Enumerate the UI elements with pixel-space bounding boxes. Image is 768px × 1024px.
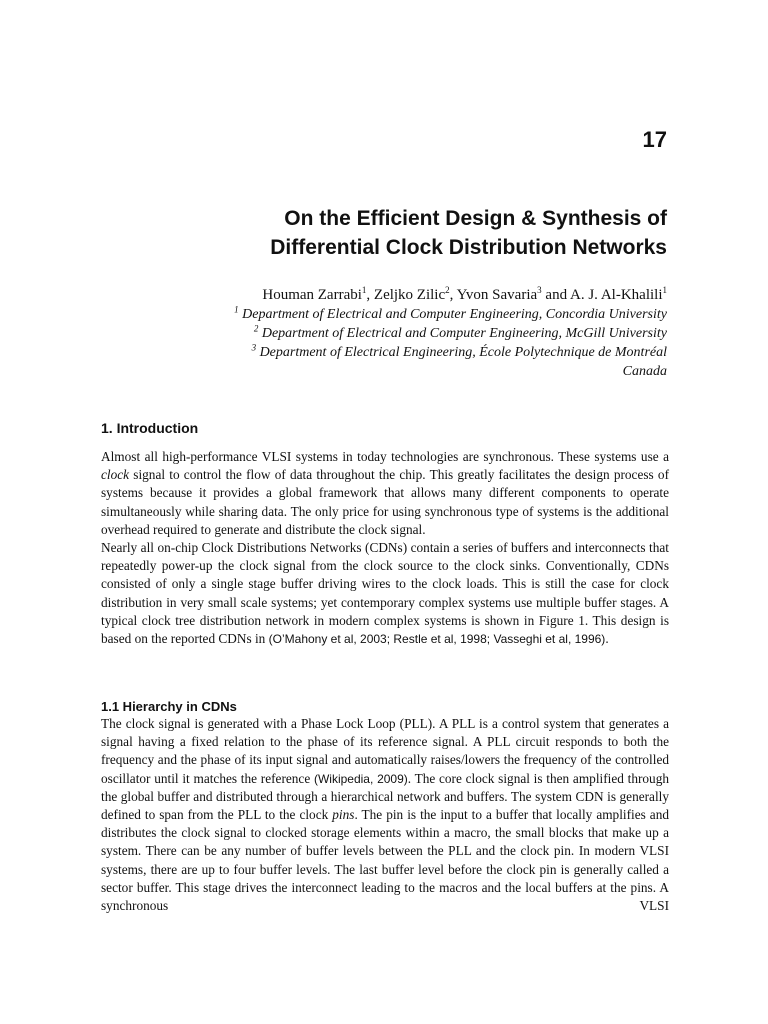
text-run: . bbox=[605, 631, 609, 647]
text-run: . The core clock signal is then amplified through the global buffer and distributed through a hierarchical network and buffers. The system CDN is generally defined to span from the PLL to the clock bbox=[101, 770, 669, 823]
author-separator: , bbox=[366, 287, 374, 303]
subsection-heading-hierarchy: 1.1 Hierarchy in CDNs bbox=[101, 699, 237, 714]
affiliation-marker: 2 bbox=[445, 285, 450, 295]
author-name: Houman Zarrabi bbox=[262, 287, 362, 303]
citation: (O’Mahony et al, 2003; Restle et al, 1998; Vasseghi et al, 1996) bbox=[268, 632, 606, 647]
author-separator: and bbox=[541, 287, 570, 303]
author-name: Zeljko Zilic bbox=[373, 287, 446, 303]
chapter-title-line-2: Differential Clock Distribution Networks bbox=[270, 236, 667, 259]
affiliation-marker: 3 bbox=[251, 342, 257, 353]
introduction-section bbox=[101, 419, 669, 648]
text-run: Nearly all on-chip Clock Distributions Networks (CDNs) contain a series of buffers and interconnects that repeatedly power-up the clock signal from the clock source to the clock sinks. Conventionally, CDNs consisted of only a single stage buffer driving wires to the clock loads. This is still the case for clock distribution in very small scale systems; yet contemporary complex systems use multiple buffer stages. A typical clock tree distribution network in modern complex systems is shown in Figure 1. This design is based on the reported CDNs in bbox=[101, 540, 669, 647]
chapter-number: 17 bbox=[642, 127, 667, 152]
affiliation-list bbox=[67, 305, 667, 381]
text-run: signal to control the flow of data throughout the chip. This greatly facilitates the design process of systems because it provides a global framework that allows many different components to operate simultaneously while sharing data. The only price for using synchronous type of systems is the additional overhead required to generate and distribute the clock signal. bbox=[101, 467, 669, 537]
affiliation-line bbox=[67, 324, 667, 343]
citation: (Wikipedia, 2009) bbox=[313, 771, 408, 786]
hierarchy-section bbox=[101, 698, 669, 915]
affiliation-country: Canada bbox=[622, 364, 667, 379]
paragraph bbox=[101, 448, 669, 539]
author-list bbox=[67, 285, 667, 305]
affiliation-text: Department of Electrical and Computer Engineering, McGill University bbox=[258, 326, 667, 341]
author-separator: , bbox=[449, 287, 457, 303]
text-run: The clock signal is generated with a Phase Lock Loop (PLL). A PLL is a control system that generates a signal having a fixed relation to the phase of its reference signal. A PLL circuit responds to both the frequency and the phase of its input signal and automatically raises/lowers the frequency of the controlled oscillator until it matches the reference bbox=[101, 716, 669, 786]
paragraph bbox=[101, 715, 669, 915]
affiliation-marker: 1 bbox=[662, 285, 667, 295]
emphasis: clock bbox=[101, 467, 130, 483]
author-name: Yvon Savaria bbox=[456, 287, 538, 303]
affiliation-text: Department of Electrical and Computer Engineering, Concordia University bbox=[238, 307, 667, 322]
paragraph bbox=[101, 539, 669, 648]
affiliation-marker: 1 bbox=[361, 285, 367, 295]
emphasis: pins bbox=[332, 807, 355, 823]
affiliation-text: Department of Electrical Engineering, École Polytechnique de Montréal bbox=[256, 345, 667, 360]
author-name: A. J. Al-Khalili bbox=[570, 287, 663, 303]
affiliation-line bbox=[67, 362, 667, 381]
text-run: Almost all high-performance VLSI systems in today technologies are synchronous. These systems use a bbox=[101, 449, 669, 464]
affiliation-line bbox=[67, 305, 667, 324]
affiliation-marker: 3 bbox=[537, 285, 542, 295]
affiliation-marker: 2 bbox=[253, 323, 259, 334]
section-heading-introduction: 1. Introduction bbox=[101, 420, 199, 436]
text-run: . The pin is the input to a buffer that locally amplifies and distributes the clock signal to clocked storage elements within a macro, the small blocks that make up a system. There can be any number of buffer levels between the PLL and the clock pin. In modern VLSI systems, there are up to four buffer levels. The last buffer level before the clock pin is generally called a sector buffer. This stage drives the interconnect leading to the macros and the local buffers at the pins. A synchronous VLSI bbox=[101, 807, 669, 914]
chapter-title-line-1: On the Efficient Design & Synthesis of bbox=[284, 207, 667, 230]
chapter-title bbox=[107, 204, 667, 262]
affiliation-marker: 1 bbox=[234, 304, 239, 315]
affiliation-line bbox=[67, 343, 667, 362]
